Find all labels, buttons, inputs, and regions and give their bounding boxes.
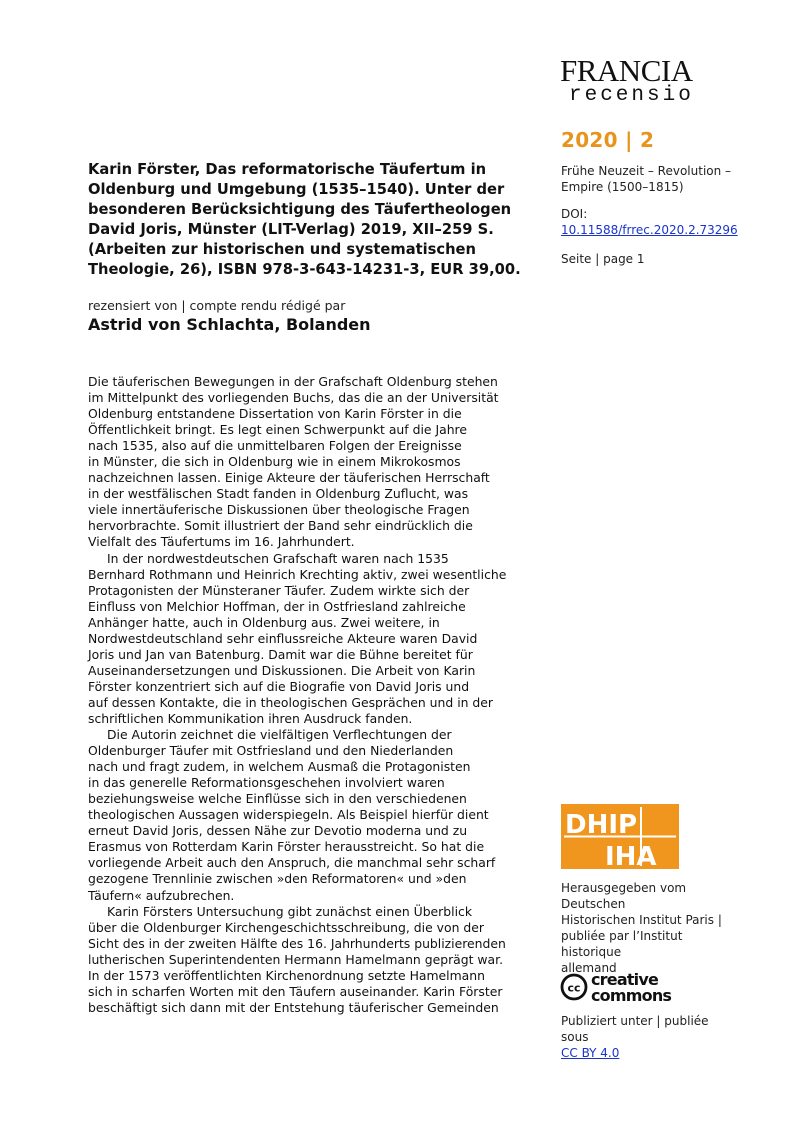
body-line: viele innertäuferische Diskussionen über theologische Fragen <box>88 502 470 518</box>
body-line: in Münster, die sich in Oldenburg wie in einem Mikrokosmos <box>88 454 461 470</box>
body-line: Karin Försters Untersuchung gibt zunächst einen Überblick <box>107 903 473 919</box>
body-line: Förster konzentriert sich auf die Biografie von David Joris und <box>88 678 470 694</box>
period-info <box>561 163 736 195</box>
body-line: Täufern« aufzubrechen. <box>88 887 235 903</box>
cc-symbol: cc <box>567 981 581 995</box>
license-label: Publiziert unter | publiée sous <box>561 1014 709 1044</box>
publisher-line: Herausgegeben vom Deutschen <box>561 881 687 911</box>
period-line: Empire (1500–1815) <box>561 180 684 194</box>
body-line: nach 1535, also auf die unmittelbaren Folgen der Ereignisse <box>88 438 462 454</box>
title-line: besonderen Berücksichtigung des Täufertheologen <box>88 200 512 218</box>
body-line: gezogene Trennlinie zwischen »den Reformatoren« und »den <box>88 871 467 887</box>
body-line: Vielfalt des Täufertums im 16. Jahrhundert. <box>88 534 355 550</box>
publisher-info <box>561 880 736 976</box>
review-body <box>88 374 528 1016</box>
francia-recensio-logo <box>560 53 716 107</box>
body-line: lutherischen Superintendenten Hermann Hamelmann geprägt war. <box>88 951 504 967</box>
reviewer-name: Astrid von Schlachta, Bolanden <box>88 315 371 334</box>
body-line: im Mittelpunkt des vorliegenden Buchs, das die an der Universität <box>88 390 499 406</box>
body-line: sich in scharfen Worten mit den Täufern auseinander. Karin Förster <box>88 983 503 999</box>
body-line: Bernhard Rothmann und Heinrich Krechting aktiv, zwei wesentliche <box>88 566 507 582</box>
body-line: nach und fragt zudem, in welchem Ausmaß die Protagonisten <box>88 759 471 775</box>
body-line: nachzeichnen lassen. Einige Akteure der täuferischen Herrschaft <box>88 470 490 486</box>
body-line: vorliegende Arbeit auch den Anspruch, die manchmal sehr scharf <box>88 855 496 871</box>
publisher-line: Historischen Institut Paris | <box>561 913 722 927</box>
body-line: auf dessen Kontakte, die in theologischen Gesprächen und in der <box>88 694 494 710</box>
body-line: Auseinandersetzungen und Diskussionen. Die Arbeit von Karin <box>88 662 476 678</box>
title-line: Karin Förster, Das reformatorische Täufertum in <box>88 161 487 178</box>
reviewed-by-label: rezensiert von | compte rendu rédigé par <box>88 298 346 313</box>
license-info <box>561 1013 736 1061</box>
body-line: Anhänger hatte, auch in Oldenburg aus. Zwei weitere, in <box>88 614 440 630</box>
logo-subtitle: recensio <box>569 84 694 107</box>
body-line: in der westfälischen Stadt fanden in Oldenburg Zuflucht, was <box>88 486 469 502</box>
publisher-line: publiée par l’Institut historique <box>561 929 683 959</box>
title-line: Oldenburg und Umgebung (1535–1540). Unter der <box>88 180 505 198</box>
body-line: In der nordwestdeutschen Grafschaft waren nach 1535 <box>107 550 449 566</box>
body-line: Nordwestdeutschland sehr einflussreiche Akteure waren David <box>88 630 478 646</box>
period-line: Frühe Neuzeit – Revolution – <box>561 164 732 178</box>
body-line: Protagonisten der Münsteraner Täufer. Zudem wirkte sich der <box>88 582 470 598</box>
doi-label: DOI: <box>561 207 588 221</box>
body-line: theologischen Aussagen widerspiegeln. Als Beispiel hierfür dient <box>88 807 489 823</box>
dhip-logo-line2: IHA <box>605 842 657 869</box>
body-line: in das generelle Reformationsgeschehen involviert waren <box>88 775 445 791</box>
license-link[interactable]: CC BY 4.0 <box>561 1046 620 1060</box>
doi-link[interactable]: 10.11588/frrec.2020.2.73296 <box>561 223 738 237</box>
body-line: schriftlichen Kommunikation ihren Ausdruck fanden. <box>88 710 413 726</box>
body-line: hervorbrachte. Somit illustriert der Band sehr eindrücklich die <box>88 518 473 534</box>
logo-title: FRANCIA <box>560 53 693 88</box>
publisher-line: allemand <box>561 961 617 975</box>
body-line: beschäftigt sich dann mit der Entstehung täuferischer Gemeinden <box>88 999 499 1015</box>
cc-word-commons: commons <box>591 986 672 1004</box>
body-line: Oldenburg entstandene Dissertation von Karin Förster in die <box>88 406 462 422</box>
dhip-logo-line1: DHIP <box>565 810 638 840</box>
title-line: Theologie, 26), ISBN 978-3-643-14231-3, EUR 39,00. <box>88 260 521 278</box>
body-line: Joris und Jan van Batenburg. Damit war die Bühne bereitet für <box>88 646 473 662</box>
body-line: Sicht des in der zweiten Hälfte des 16. Jahrhunderts publizierenden <box>88 935 506 951</box>
body-line: über die Oldenburger Kirchengeschichtsschreibung, die von der <box>88 919 484 935</box>
title-line: David Joris, Münster (LIT-Verlag) 2019, XII–259 S. <box>88 220 494 238</box>
body-line: Einfluss von Melchior Hoffman, der in Ostfriesland zahlreiche <box>88 598 466 614</box>
review-title <box>88 160 538 279</box>
body-line: Erasmus von Rotterdam Karin Förster herausstreicht. So hat die <box>88 839 485 855</box>
body-line: Öffentlichkeit bringt. Es legt einen Schwerpunkt auf die Jahre <box>88 422 467 438</box>
doi-block <box>561 206 736 238</box>
body-line: Die täuferischen Bewegungen in der Grafschaft Oldenburg stehen <box>88 374 498 389</box>
issue-number: 2020 | 2 <box>561 128 655 152</box>
body-line: Oldenburger Täufer mit Ostfriesland und den Niederlanden <box>88 743 454 759</box>
body-line: beziehungsweise welche Einflüsse sich in den verschiedenen <box>88 791 467 807</box>
creative-commons-logo <box>560 970 690 1008</box>
body-line: Die Autorin zeichnet die vielfältigen Verflechtungen der <box>107 727 452 743</box>
body-line: erneut David Joris, dessen Nähe zur Devotio moderna und zu <box>88 823 468 839</box>
title-line: (Arbeiten zur historischen und systematischen <box>88 240 476 258</box>
cc-word-creative: creative <box>591 970 659 989</box>
page-number: Seite | page 1 <box>561 252 645 266</box>
body-line: In der 1573 veröffentlichten Kirchenordnung setzte Hamelmann <box>88 967 485 983</box>
dhip-iha-logo <box>561 804 679 869</box>
